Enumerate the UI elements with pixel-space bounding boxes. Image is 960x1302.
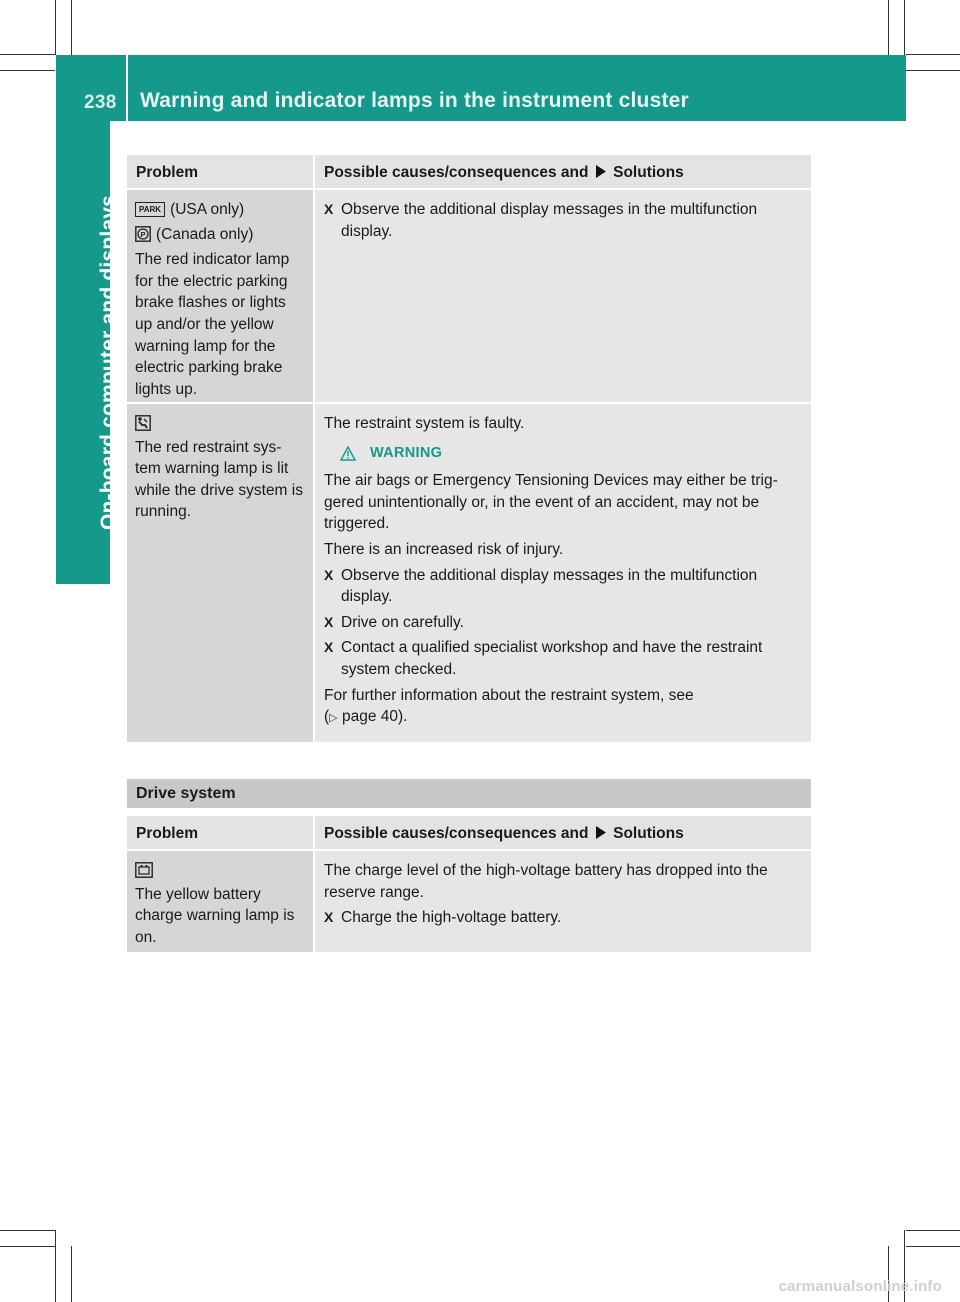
warning-triangle-icon bbox=[340, 446, 356, 461]
page-reference[interactable]: (▷ page 40). bbox=[324, 708, 408, 726]
lamps-table bbox=[127, 155, 811, 742]
list-item: X Observe the additional display messages in the multifunction display. bbox=[324, 566, 758, 606]
section-title: Drive system bbox=[136, 785, 236, 802]
svg-text:P: P bbox=[140, 229, 146, 239]
col-solutions-header: Possible causes/consequences and Solutions bbox=[315, 155, 811, 188]
solution-cell bbox=[315, 190, 811, 402]
list-item: X Drive on carefully. bbox=[324, 613, 464, 631]
solutions-arrow-icon bbox=[595, 165, 607, 178]
warning-label: WARNING bbox=[340, 443, 802, 465]
crop-mark bbox=[71, 0, 72, 55]
col-problem-header: Problem bbox=[127, 816, 313, 849]
parking-brake-icon bbox=[135, 226, 151, 242]
crop-mark bbox=[0, 54, 55, 55]
footer-watermark: carmanualsonline.info bbox=[778, 1278, 942, 1295]
crop-mark bbox=[0, 1230, 55, 1231]
crop-mark bbox=[906, 1246, 960, 1247]
solution-cell: The charge level of the high-voltage battery has dropped into the reserve range. X Charge the high-voltage battery. bbox=[315, 851, 811, 952]
side-tab-label: On-board computer and displays bbox=[97, 194, 120, 530]
crop-mark bbox=[888, 0, 889, 55]
section-header bbox=[127, 779, 811, 808]
problem-cell: PARK (USA only) P (Canada only) The red indicator lamp for the electric parking brake flashes or lights up and/or the yellow warning lamp for the electric parking brake lights up. bbox=[127, 190, 313, 402]
page-number: 238 bbox=[84, 92, 117, 113]
crop-mark bbox=[0, 70, 55, 71]
page-title: Warning and indicator lamps in the instrument cluster bbox=[140, 89, 689, 112]
header-divider bbox=[126, 55, 128, 121]
battery-charge-icon bbox=[135, 862, 153, 878]
crop-mark bbox=[71, 1246, 72, 1302]
drive-system-table bbox=[127, 816, 811, 952]
col-solutions-header: Possible causes/consequences and Solutions bbox=[315, 816, 811, 849]
crop-mark bbox=[55, 1230, 56, 1302]
solution-cell: The restraint system is faulty. WARNING The air bags or Emergency Tensioning Devices may either be trig-gered unintentionally or, in the event of an accident, may not be triggered. There is an increased risk of injury. X Observe the additional display messages in the multifunction display. X Drive on carefully. X Contact a qualified specialist workshop and have the restraint system checked. For further information about the restraint system, see (▷ page 40). bbox=[315, 404, 811, 742]
crop-mark bbox=[906, 70, 960, 71]
crop-mark bbox=[0, 1246, 55, 1247]
crop-mark bbox=[906, 54, 960, 55]
table-row bbox=[127, 190, 811, 402]
restraint-system-icon bbox=[135, 415, 151, 431]
page-ref-arrow-icon: ▷ bbox=[329, 712, 338, 725]
list-item: X Observe the additional display messages in the multifunction display. bbox=[324, 201, 758, 240]
problem-cell: The yellow battery charge warning lamp is on. bbox=[127, 851, 313, 952]
table-row bbox=[127, 851, 811, 952]
col-problem-header: Problem bbox=[127, 155, 313, 188]
problem-cell: The red restraint sys-tem warning lamp is lit while the drive system is running. bbox=[127, 404, 313, 742]
crop-mark bbox=[904, 0, 905, 55]
table-header bbox=[127, 155, 811, 188]
table-row bbox=[127, 404, 811, 742]
crop-mark bbox=[906, 1230, 960, 1231]
table-header bbox=[127, 816, 811, 849]
list-item: X Charge the high-voltage battery. bbox=[324, 909, 562, 927]
park-icon: PARK bbox=[135, 202, 165, 217]
solutions-arrow-icon bbox=[595, 826, 607, 839]
list-item: X Contact a qualified specialist workshop and have the restraint system checked. bbox=[324, 639, 763, 678]
crop-mark bbox=[55, 0, 56, 55]
